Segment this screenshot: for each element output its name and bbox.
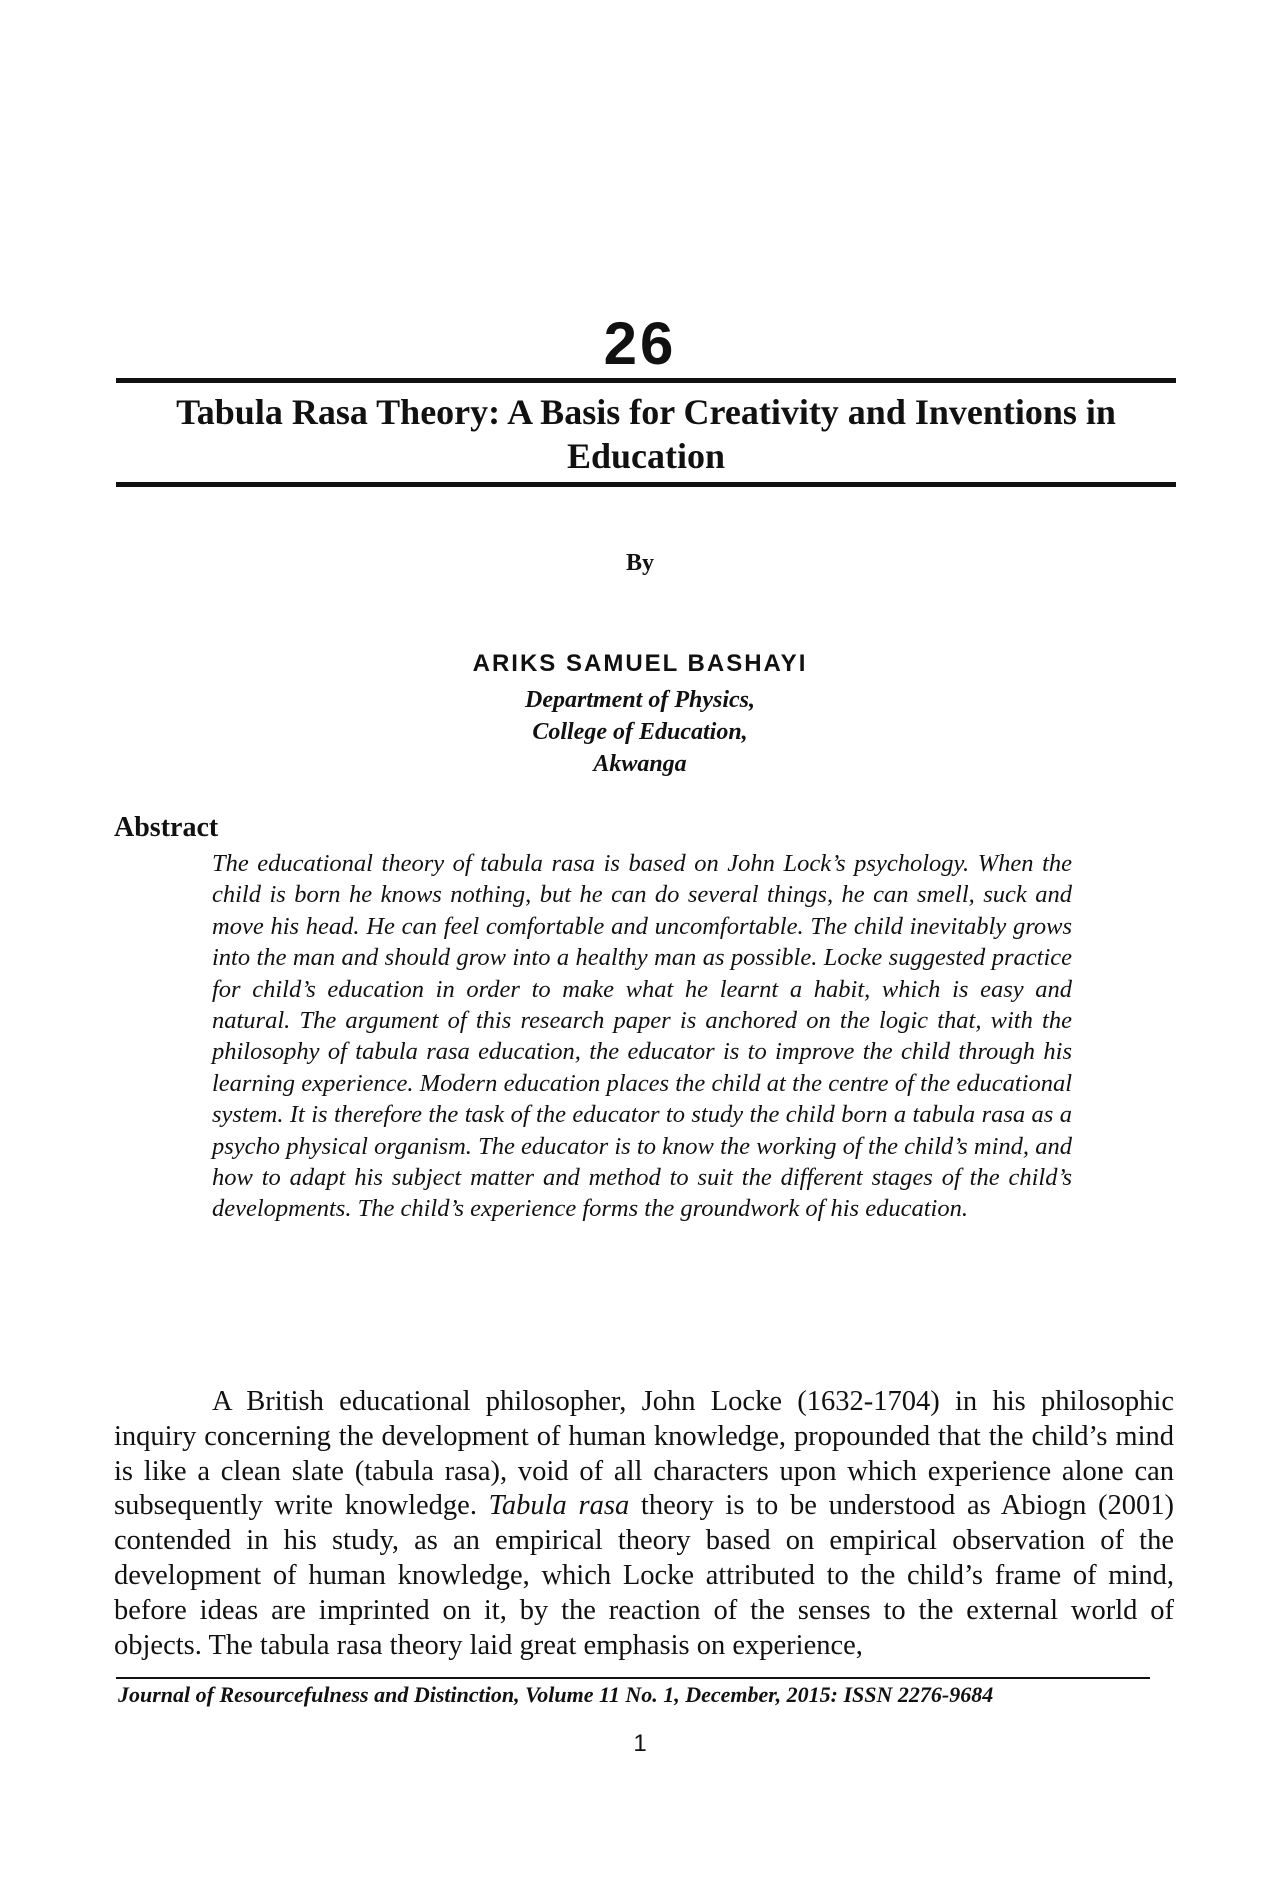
page-number: 1 [633, 1730, 647, 1757]
by-label: By [625, 550, 654, 576]
chapter-number: 26 [603, 310, 677, 377]
journal-footer: Journal of Resourcefulness and Distinction, Volume 11 No. 1, December, 2015: ISSN 2276-9684 [118, 1682, 994, 1707]
affiliation-location: Akwanga [593, 751, 687, 777]
abstract-heading: Abstract [114, 812, 219, 843]
footer-rule [116, 1677, 1150, 1679]
abstract-text: The educational theory of tabula rasa is based on John Lock’s psychology. When the child is born he knows nothing, but he can do several things, he can smell, suck and move his head. He can feel comfortable and uncomfortable. The child inevitably grows into the man and should grow into a healthy man as possible. Locke suggested practice for child’s education in order to make what he learnt a habit, which is easy and natural. The argument of this research paper is anchored on the logic that, with the philosophy of tabula rasa education, the educator is to improve the child through his learning experience. Modern education places the child at the centre of the educational system. It is therefore the task of the educator to study the child born a tabula rasa as a psycho physical organism. The educator is to know the working of the child’s mind, and how to adapt his subject matter and method to suit the different stages of the child’s developments. The child’s experience forms the groundwork of his education. [212, 850, 1072, 1223]
title-rule-bottom [116, 482, 1176, 487]
affiliation-college: College of Education, [532, 719, 748, 745]
body-paragraph [114, 1385, 1174, 1663]
body-text-part1: A British educational philosopher, John Locke (1632-1704) in his philosophic inquiry concerning the development of human knowledge, propounded that the child’s mind is like a clean slate (tabula rasa), void of all characters upon which experience alone can subsequently write knowledge. [114, 1386, 1174, 1522]
title-rule-top [116, 378, 1176, 383]
body-text-part2: theory is to be understood as Abiogn (2001) contended in his study, as an empirical theory based on empirical observation of the development of human knowledge, which Locke attributed to the child’s frame of mind, before ideas are imprinted on it, by the reaction of the senses to the external world of objects. The tabula rasa theory laid great emphasis on experience, [114, 1490, 1174, 1661]
paper-title: Tabula Rasa Theory: A Basis for Creativity and Inventions in Education [176, 392, 1116, 476]
affiliation-department: Department of Physics, [525, 687, 755, 713]
body-text-emphasis: Tabula rasa [488, 1490, 630, 1522]
author-affiliation [0, 684, 1280, 780]
author-name: ARIKS SAMUEL BASHAYI [472, 650, 808, 677]
